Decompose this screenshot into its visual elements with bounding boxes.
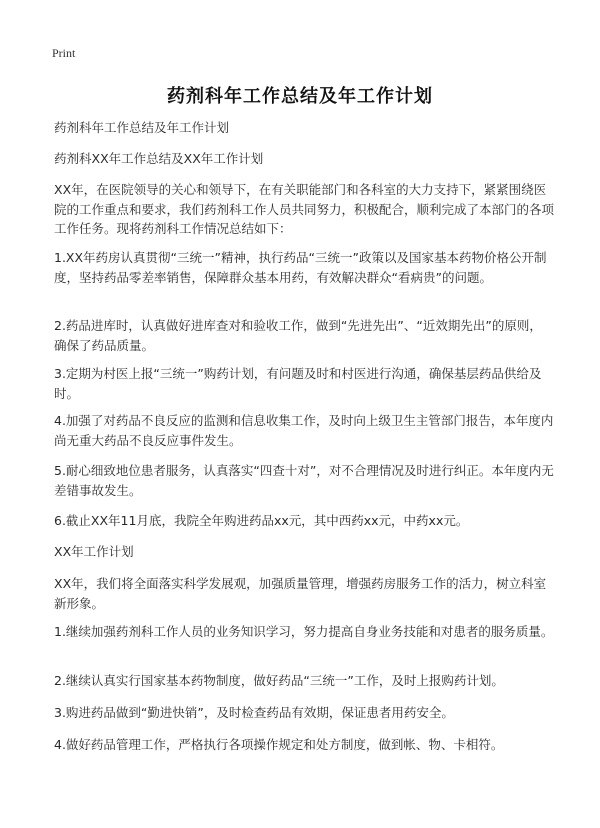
subtitle-line: 药剂科XX年工作总结及XX年工作计划 — [54, 151, 264, 166]
summary-item: 2.药品进库时，认真做好进库查对和验收工作，做到“先进先出”、“近效期先出”的原则，确保了药品质量。 — [54, 318, 542, 353]
plan-item: 2.继续认真实行国家基本药物制度，做好药品“三统一”工作，及时上报购药计划。 — [54, 673, 504, 688]
print-label: Print — [52, 46, 76, 60]
summary-item: 1.XX年药房认真贯彻“三统一”精神，执行药品“三统一”政策以及国家基本药物价格公开制度，坚持药品零差率销售，保障群众基本用药，有效解决群众“看病贵”的问题。 — [54, 250, 547, 285]
summary-item: 3.定期为村医上报“三统一”购药计划，有问题及时和村医进行沟通，确保基层药品供给及时。 — [54, 366, 542, 401]
plan-item: 4.做好药品管理工作，严格执行各项操作规定和处方制度，做到帐、物、卡相符。 — [54, 737, 504, 752]
summary-item: 5.耐心细致地位患者服务，认真落实“四查十对”，对不合理情况及时进行纠正。本年度内无差错事故发生。 — [54, 463, 554, 498]
subtitle-line: 药剂科年工作总结及年工作计划 — [54, 120, 230, 135]
plan-intro: XX年，我们将全面落实科学发展观，加强质量管理，增强药房服务工作的活力，树立科室新形象。 — [54, 576, 547, 611]
plan-heading: XX年工作计划 — [54, 544, 134, 559]
summary-item: 4.加强了对药品不良反应的监测和信息收集工作，及时向上级卫生主管部门报告，本年度内尚无重大药品不良反应事件发生。 — [54, 413, 554, 448]
intro-paragraph: XX年，在医院领导的关心和领导下，在有关职能部门和各科室的大力支持下，紧紧围绕医院的工作重点和要求，我们药剂科工作人员共同努力，积极配合，顺利完成了本部门的各项工作任务。现将药剂科工作情况总结如下： — [54, 182, 555, 236]
plan-item: 1.继续加强药剂科工作人员的业务知识学习，努力提高自身业务技能和对患者的服务质量。 — [54, 624, 554, 639]
plan-item: 3.购进药品做到“勤进快销”，及时检查药品有效期，保证患者用药安全。 — [54, 705, 454, 720]
summary-item: 6.截止XX年11月底，我院全年购进药品xx元，其中西药xx元，中药xx元。 — [54, 513, 469, 528]
page-title: 药剂科年工作总结及年工作计划 — [167, 86, 433, 107]
